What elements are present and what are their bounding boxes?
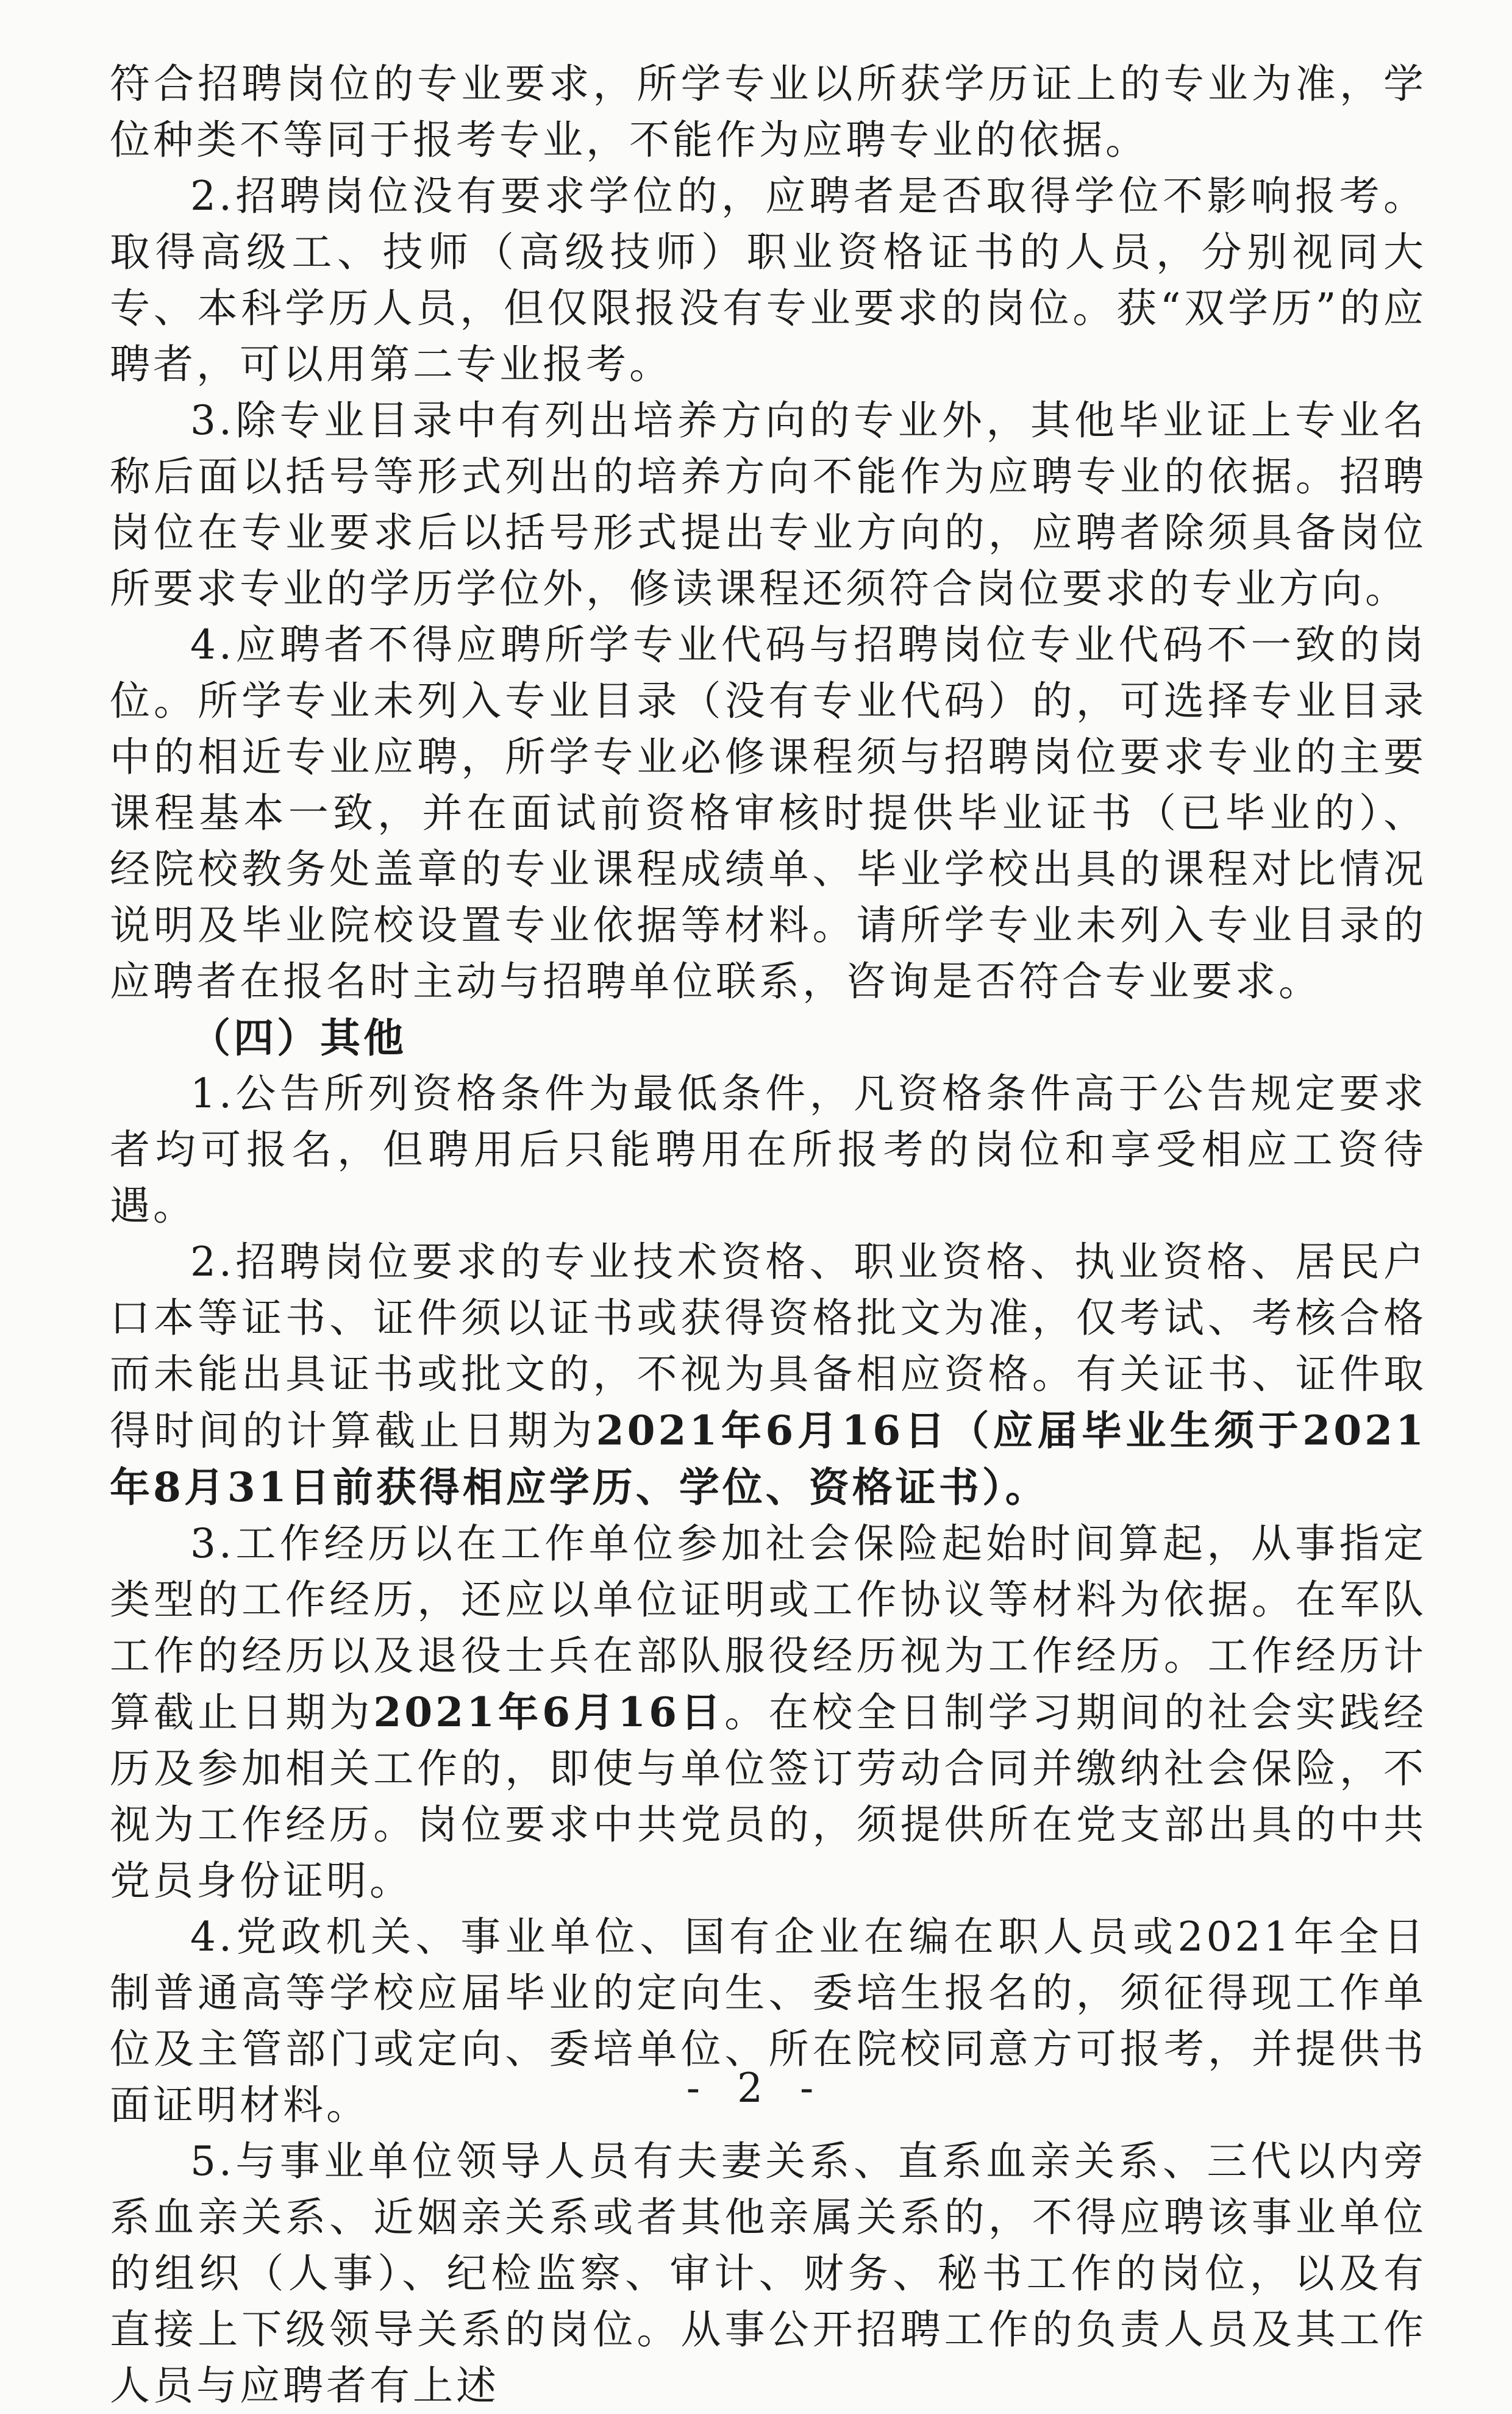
other-item-3-deadline: 2021年6月16日 [373, 1688, 725, 1736]
other-item-3-text-end: 。在校全日制学习期间的社会实践经历及参加相关工作的，即使与单位签订劳动合同并缴纳社会保险，不视为工作经历。岗位要求中共党员的，须提供所在党支部出具的中共党员身份证明。 [110, 1689, 1427, 1904]
document-body [110, 56, 1427, 2414]
paragraph-other-item-4: 4.党政机关、事业单位、国有企业在编在职人员或2021年全日制普通高等学校应届毕业的定向生、委培生报名的，须征得现工作单位及主管部门或定向、委培单位、所在院校同意方可报考，并提供书面证明材料。 [110, 1913, 1427, 2129]
page-number: - 2 - [686, 2065, 826, 2112]
paragraph-continuation: 符合招聘岗位的专业要求，所学专业以所获学历证上的专业为准，学位种类不等同于报考专业，不能作为应聘专业的依据。 [110, 60, 1427, 163]
paragraph-other-item-5: 5.与事业单位领导人员有夫妻关系、直系血亲关系、三代以内旁系血亲关系、近姻亲关系或者其他亲属关系的，不得应聘该事业单位的组织（人事）、纪检监察、审计、财务、秘书工作的岗位，以及有直接上下级领导关系的岗位。从事公开招聘工作的负责人员及其工作人员与应聘者有上述 [110, 2138, 1427, 2409]
paragraph-other-item-3 [110, 1516, 1427, 1909]
paragraph-other-item-2 [110, 1234, 1427, 1516]
paragraph-other-item-1: 1.公告所列资格条件为最低条件，凡资格条件高于公告规定要求者均可报名，但聘用后只能聘用在所报考的岗位和享受相应工资待遇。 [110, 1070, 1427, 1229]
paragraph-item-2-degree: 2.招聘岗位没有要求学位的，应聘者是否取得学位不影响报考。取得高级工、技师（高级技师）职业资格证书的人员，分别视同大专、本科学历人员，但仅限报没有专业要求的岗位。获“双学历”的应聘者，可以用第二专业报考。 [110, 173, 1427, 388]
other-item-2-text: 2.招聘岗位要求的专业技术资格、职业资格、执业资格、居民户口本等证书、证件须以证书或获得资格批文为准，仅考试、考核合格而未能出具证书或批文的，不视为具备相应资格。有关证书、证件取得时间的计算截止日期为 [110, 1238, 1427, 1454]
section-heading-other: （四）其他 [190, 1014, 407, 1062]
paragraph-item-3-direction: 3.除专业目录中有列出培养方向的专业外，其他毕业证上专业名称后面以括号等形式列出的培养方向不能作为应聘专业的依据。招聘岗位在专业要求后以括号形式提出专业方向的，应聘者除须具备岗位所要求专业的学历学位外，修读课程还须符合岗位要求的专业方向。 [110, 397, 1427, 612]
other-item-3-text-start: 3.工作经历以在工作单位参加社会保险起始时间算起，从事指定类型的工作经历，还应以单位证明或工作协议等材料为依据。在军队工作的经历以及退役士兵在部队服役经历视为工作经历。工作经历计算截止日期为 [110, 1520, 1427, 1736]
paragraph-item-4-major-code: 4.应聘者不得应聘所学专业代码与招聘岗位专业代码不一致的岗位。所学专业未列入专业目录（没有专业代码）的，可选择专业目录中的相近专业应聘，所学专业必修课程须与招聘岗位要求专业的主要课程基本一致，并在面试前资格审核时提供毕业证书（已毕业的）、经院校教务处盖章的专业课程成绩单、毕业学校出具的课程对比情况说明及毕业院校设置专业依据等材料。请所学专业未列入专业目录的应聘者在报名时主动与招聘单位联系，咨询是否符合专业要求。 [110, 621, 1427, 1005]
other-item-2-deadline: 2021年6月16日（应届毕业生须于2021年8月31日前获得相应学历、学位、资格证书）。 [110, 1407, 1427, 1511]
